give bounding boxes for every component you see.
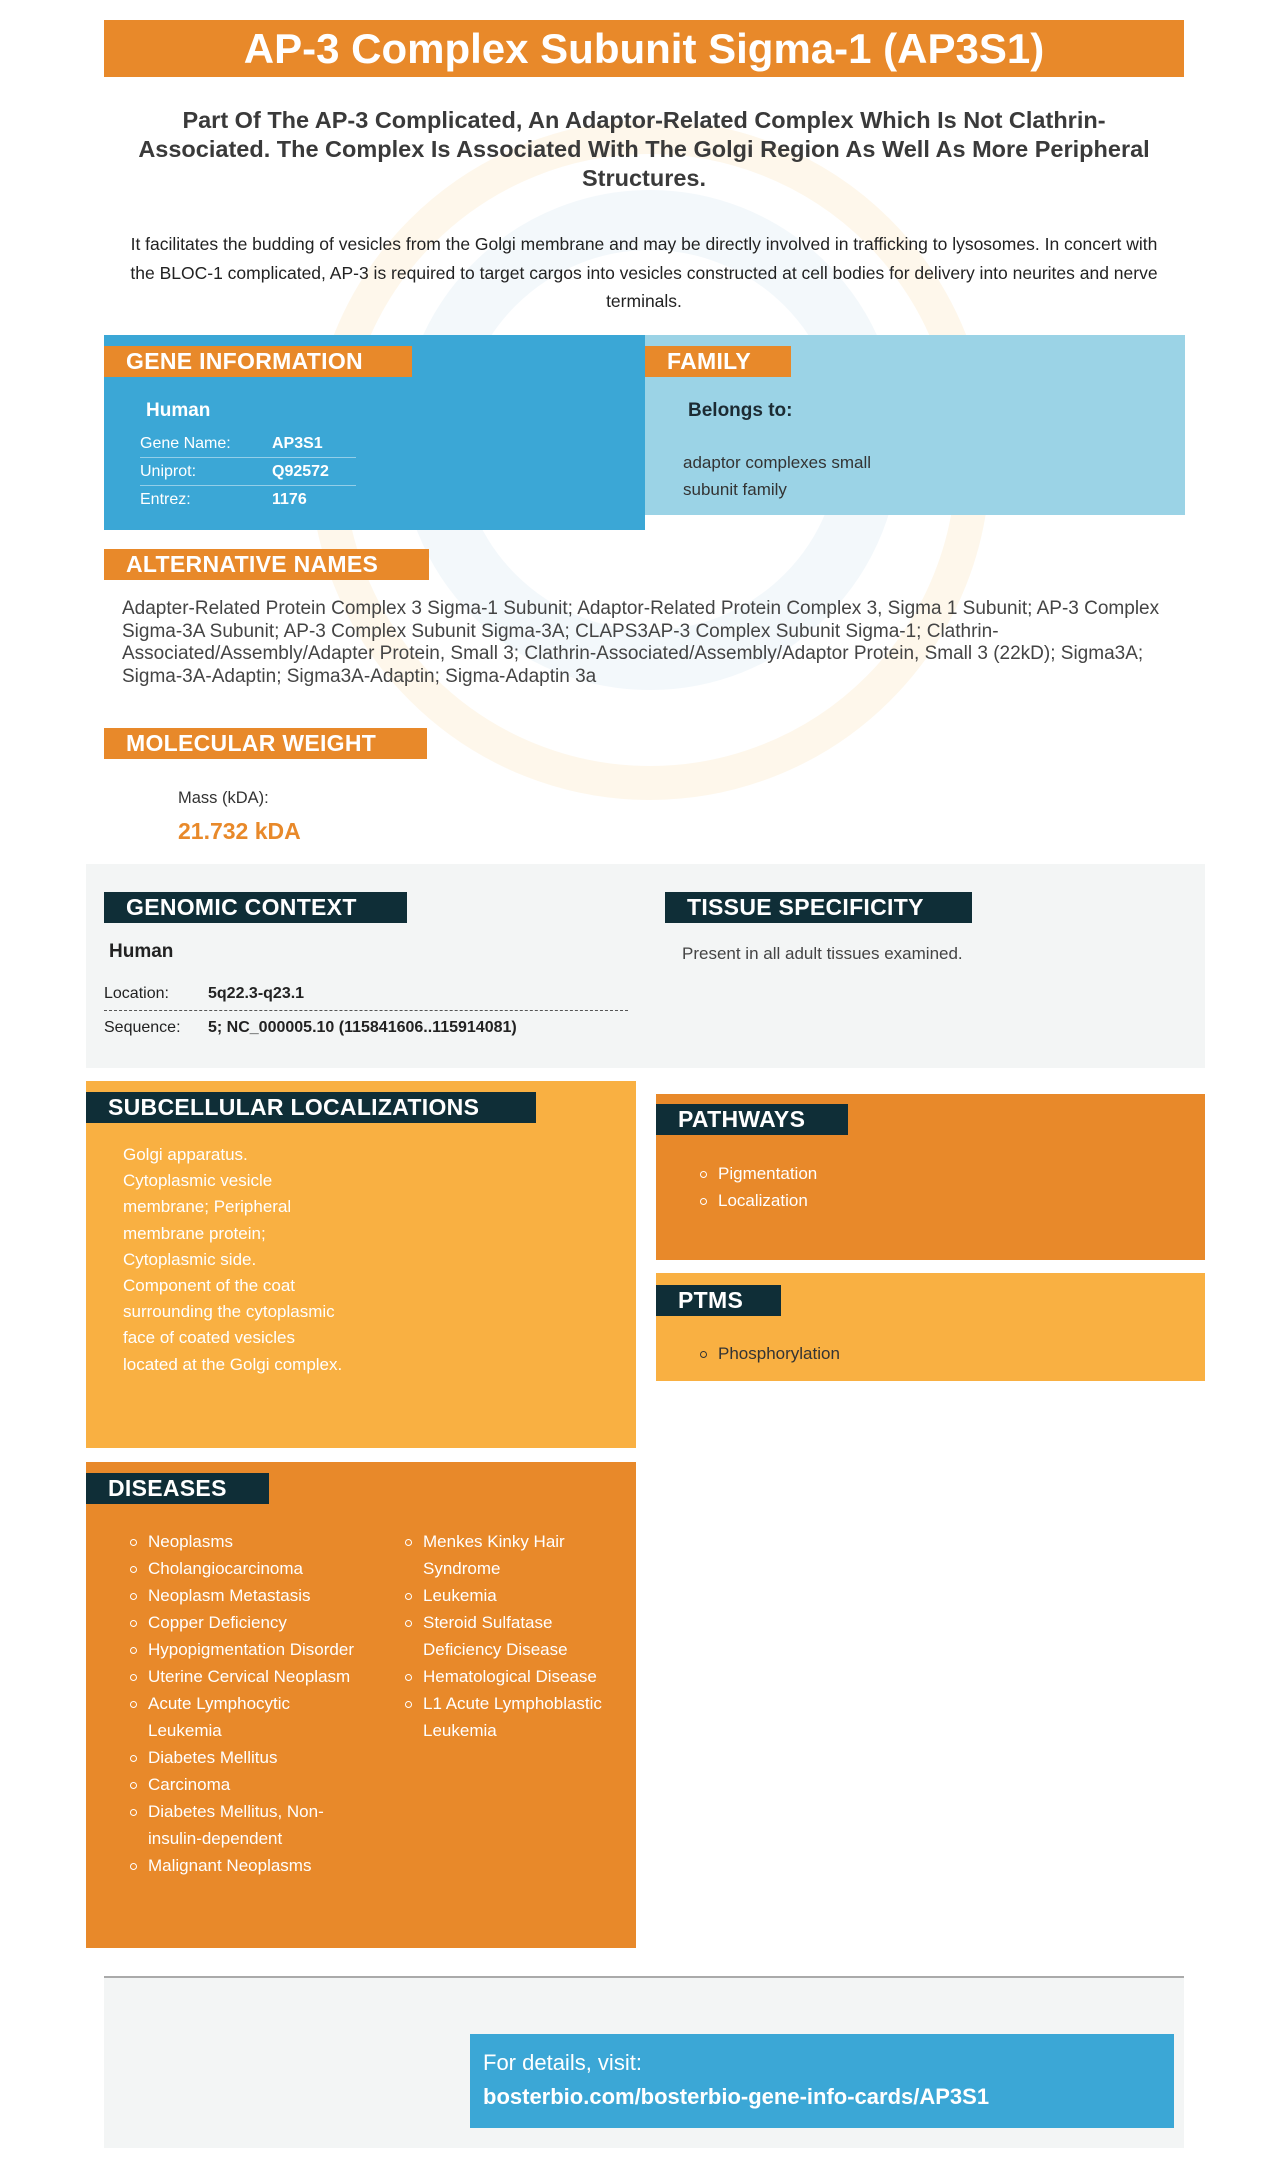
details-link-box[interactable] bbox=[470, 2034, 1174, 2128]
disease-item: Diabetes Mellitus bbox=[128, 1744, 368, 1771]
tissue-specificity-text: Present in all adult tissues examined. bbox=[682, 944, 963, 963]
disease-item: Steroid Sulfatase Deficiency Disease bbox=[403, 1609, 623, 1663]
disease-item: Hematological Disease bbox=[403, 1663, 623, 1690]
diseases-list-right bbox=[403, 1528, 623, 1744]
gene-info-value: Q92572 bbox=[272, 463, 329, 480]
subcellular-text: Golgi apparatus. Cytoplasmic vesicle membrane; Peripheral membrane protein; Cytoplasmic side. Component of the coat surrounding the cytoplasmic face of coated vesicles located at the Golgi complex. bbox=[123, 1145, 343, 1374]
disease-item: Neoplasms bbox=[128, 1528, 368, 1555]
genomic-context-value: 5q22.3-q23.1 bbox=[208, 985, 305, 1002]
gene-info-key: Uniprot: bbox=[140, 463, 197, 480]
gene-info-row bbox=[140, 458, 356, 486]
family-heading: FAMILY bbox=[645, 346, 791, 377]
gene-info-value: AP3S1 bbox=[272, 435, 323, 452]
details-link-label: For details, visit: bbox=[483, 2050, 642, 2075]
diseases-list-left bbox=[128, 1528, 368, 1879]
gene-info-heading: GENE INFORMATION bbox=[104, 346, 412, 377]
ptm-item: Phosphorylation bbox=[698, 1340, 840, 1367]
disease-item: Acute Lymphocytic Leukemia bbox=[128, 1690, 368, 1744]
details-link-url[interactable]: bosterbio.com/bosterbio-gene-info-cards/AP3S1 bbox=[483, 2084, 990, 2109]
tissue-specificity-heading: TISSUE SPECIFICITY bbox=[665, 892, 972, 923]
pathways-list bbox=[698, 1160, 817, 1214]
genomic-context-row bbox=[104, 1011, 628, 1044]
gene-info-row bbox=[140, 430, 356, 458]
family-text: adaptor complexes small subunit family bbox=[683, 453, 872, 499]
genomic-context-value: 5; NC_000005.10 (115841606..115914081) bbox=[208, 1019, 517, 1036]
genomic-context-key: Sequence: bbox=[104, 1019, 181, 1036]
pathways-heading: PATHWAYS bbox=[656, 1104, 848, 1135]
gene-info-key: Gene Name: bbox=[140, 435, 231, 452]
disease-item: Uterine Cervical Neoplasm bbox=[128, 1663, 368, 1690]
genomic-context-row bbox=[104, 977, 628, 1011]
gene-info-row bbox=[140, 486, 356, 513]
genomic-context-heading: GENOMIC CONTEXT bbox=[104, 892, 407, 923]
page-title: AP-3 Complex Subunit Sigma-1 (AP3S1) bbox=[104, 20, 1184, 77]
alternative-names-heading: ALTERNATIVE NAMES bbox=[104, 549, 429, 580]
disease-item: Diabetes Mellitus, Non-insulin-dependent bbox=[128, 1798, 368, 1852]
mass-label: Mass (kDA): bbox=[178, 789, 269, 807]
mass-value: 21.732 kDA bbox=[178, 818, 301, 844]
ptms-heading: PTMS bbox=[656, 1285, 781, 1316]
alternative-names-text: Adapter-Related Protein Complex 3 Sigma-1 Subunit; Adaptor-Related Protein Complex 3, Sigma 1 Subunit; AP-3 Complex Sigma-3A Subunit; AP-3 Complex Subunit Sigma-3A; CLAPS3AP-3 Complex Subunit Sigma-1; Clathrin-Associated/Assembly/Adapter Protein, Small 3; Clathrin-Associated/Assembly/Adaptor Protein, Small 3 (22kD); Sigma3A; Sigma-3A-Adaptin; Sigma3A-Adaptin; Sigma-Adaptin 3a bbox=[122, 598, 1160, 687]
diseases-heading: DISEASES bbox=[86, 1473, 269, 1504]
gene-info-value: 1176 bbox=[272, 491, 307, 508]
page-subtitle: Part Of The AP-3 Complicated, An Adaptor-Related Complex Which Is Not Clathrin-Associated. The Complex Is Associated With The Golgi Region As Well As More Peripheral Structures. bbox=[138, 107, 1150, 191]
disease-item: Copper Deficiency bbox=[128, 1609, 368, 1636]
disease-item: Menkes Kinky Hair Syndrome bbox=[403, 1528, 623, 1582]
disease-item: L1 Acute Lymphoblastic Leukemia bbox=[403, 1690, 623, 1744]
disease-item: Hypopigmentation Disorder bbox=[128, 1636, 368, 1663]
disease-item: Carcinoma bbox=[128, 1771, 368, 1798]
disease-item: Cholangiocarcinoma bbox=[128, 1555, 368, 1582]
genomic-context-species: Human bbox=[109, 941, 174, 962]
function-description: It facilitates the budding of vesicles from the Golgi membrane and may be directly involved in trafficking to lysosomes. In concert with the BLOC-1 complicated, AP-3 is required to target cargos into vesicles constructed at cell bodies for delivery into neurites and nerve terminals. bbox=[130, 234, 1158, 311]
gene-info-species: Human bbox=[146, 400, 211, 421]
ptms-list bbox=[698, 1340, 840, 1367]
genomic-context-key: Location: bbox=[104, 985, 169, 1002]
subcellular-heading: SUBCELLULAR LOCALIZATIONS bbox=[86, 1092, 536, 1123]
disease-item: Malignant Neoplasms bbox=[128, 1852, 368, 1879]
disease-item: Neoplasm Metastasis bbox=[128, 1582, 368, 1609]
pathway-item: Localization bbox=[698, 1187, 817, 1214]
gene-info-key: Entrez: bbox=[140, 491, 191, 508]
genomic-context-table bbox=[104, 977, 628, 1044]
family-belongs-label: Belongs to: bbox=[688, 400, 793, 421]
disease-item: Leukemia bbox=[403, 1582, 623, 1609]
pathway-item: Pigmentation bbox=[698, 1160, 817, 1187]
gene-info-table bbox=[140, 430, 356, 513]
molecular-weight-heading: MOLECULAR WEIGHT bbox=[104, 728, 427, 759]
